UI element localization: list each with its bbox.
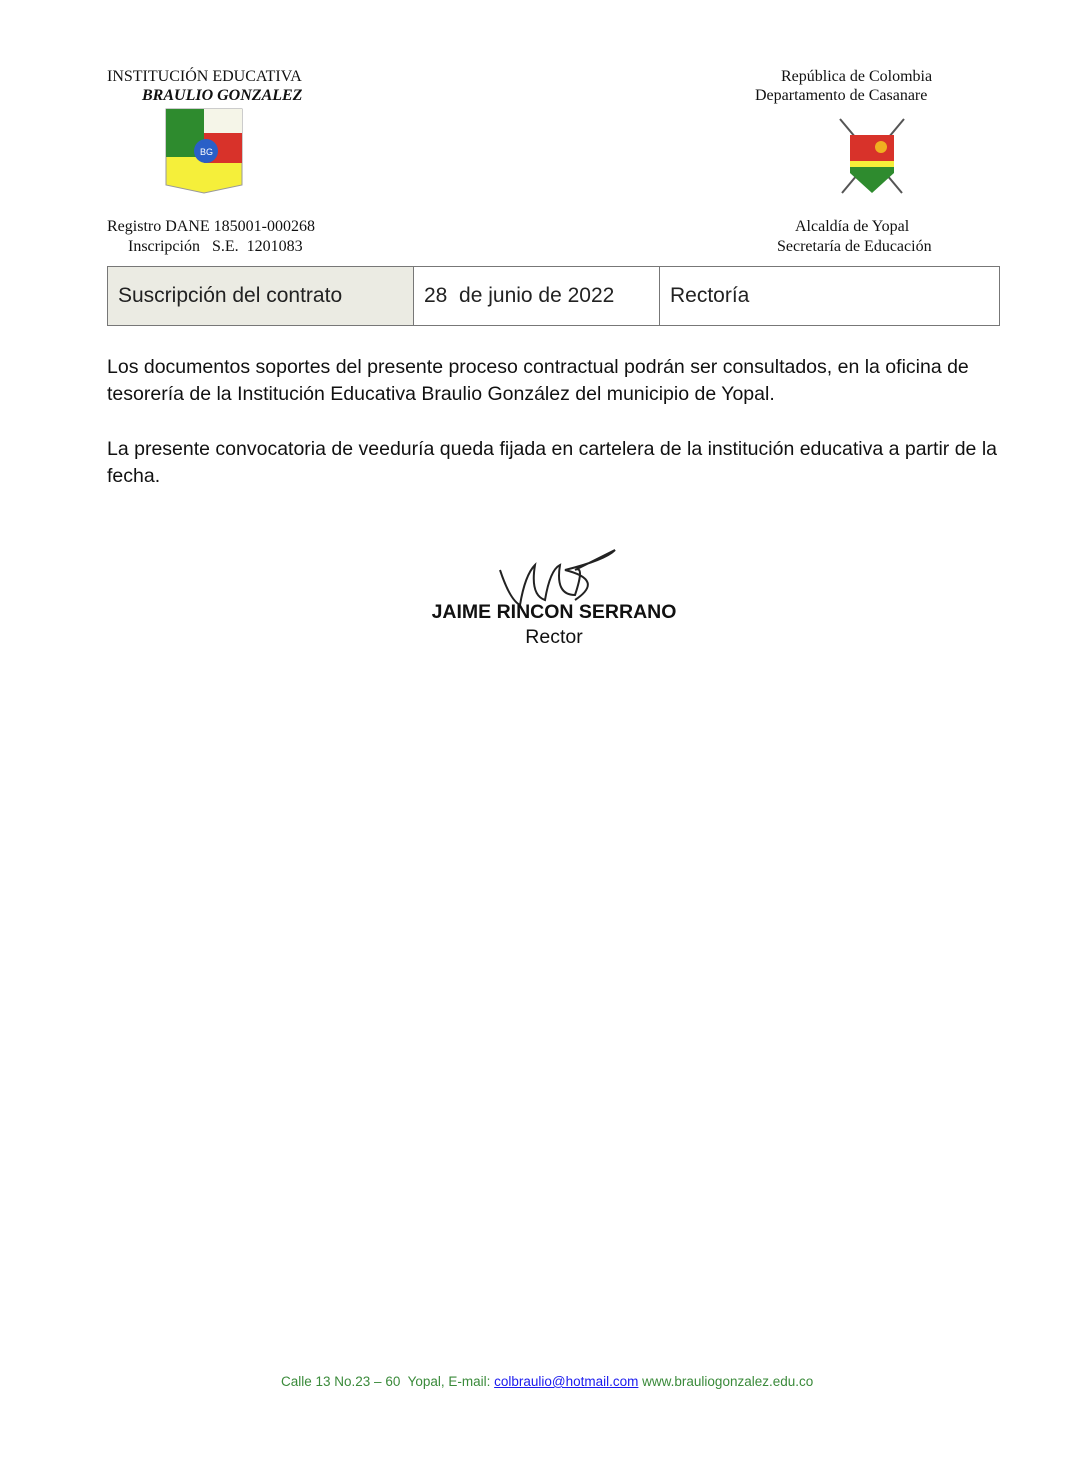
inscripcion: Inscripción S.E. 1201083 (128, 238, 303, 255)
footer-address: Calle 13 No.23 – 60 Yopal, E-mail: (281, 1374, 495, 1389)
institution-name: INSTITUCIÓN EDUCATIVA (107, 68, 302, 85)
republica: República de Colombia (781, 68, 933, 85)
svg-text:BG: BG (200, 147, 214, 157)
alcaldia: Alcaldía de Yopal (795, 218, 910, 235)
footer-website: www.brauliogonzalez.edu.co (638, 1374, 814, 1389)
paragraph-convocatoria: La presente convocatoria de veeduría queda fijada en cartelera de la institución educativa a partir de la fecha. (107, 438, 997, 487)
contract-table (107, 266, 1000, 326)
institution-subname: BRAULIO GONZALEZ (142, 87, 303, 104)
yopal-crest-icon (836, 115, 908, 197)
signer-name: JAIME RINCON SERRANO (431, 601, 677, 623)
table-cell-date: 28 de junio de 2022 (414, 267, 660, 326)
departamento: Departamento de Casanare (755, 87, 928, 104)
table-cell-responsible: Rectoría (660, 267, 1000, 326)
school-crest-icon (164, 107, 244, 195)
table-cell-activity: Suscripción del contrato (108, 267, 414, 326)
secretaria: Secretaría de Educación (777, 238, 932, 255)
paragraph-documents: Los documentos soportes del presente proceso contractual podrán ser consultados, en la oficina de tesorería de la Institución Educativa Braulio González del municipio de Yopal. (107, 356, 969, 405)
footer-email-link[interactable]: colbraulio@hotmail.com (494, 1374, 639, 1389)
table-row (108, 267, 1000, 326)
signer-title: Rector (525, 626, 583, 648)
registro-dane: Registro DANE 185001-000268 (107, 218, 315, 235)
footer (281, 1374, 813, 1389)
